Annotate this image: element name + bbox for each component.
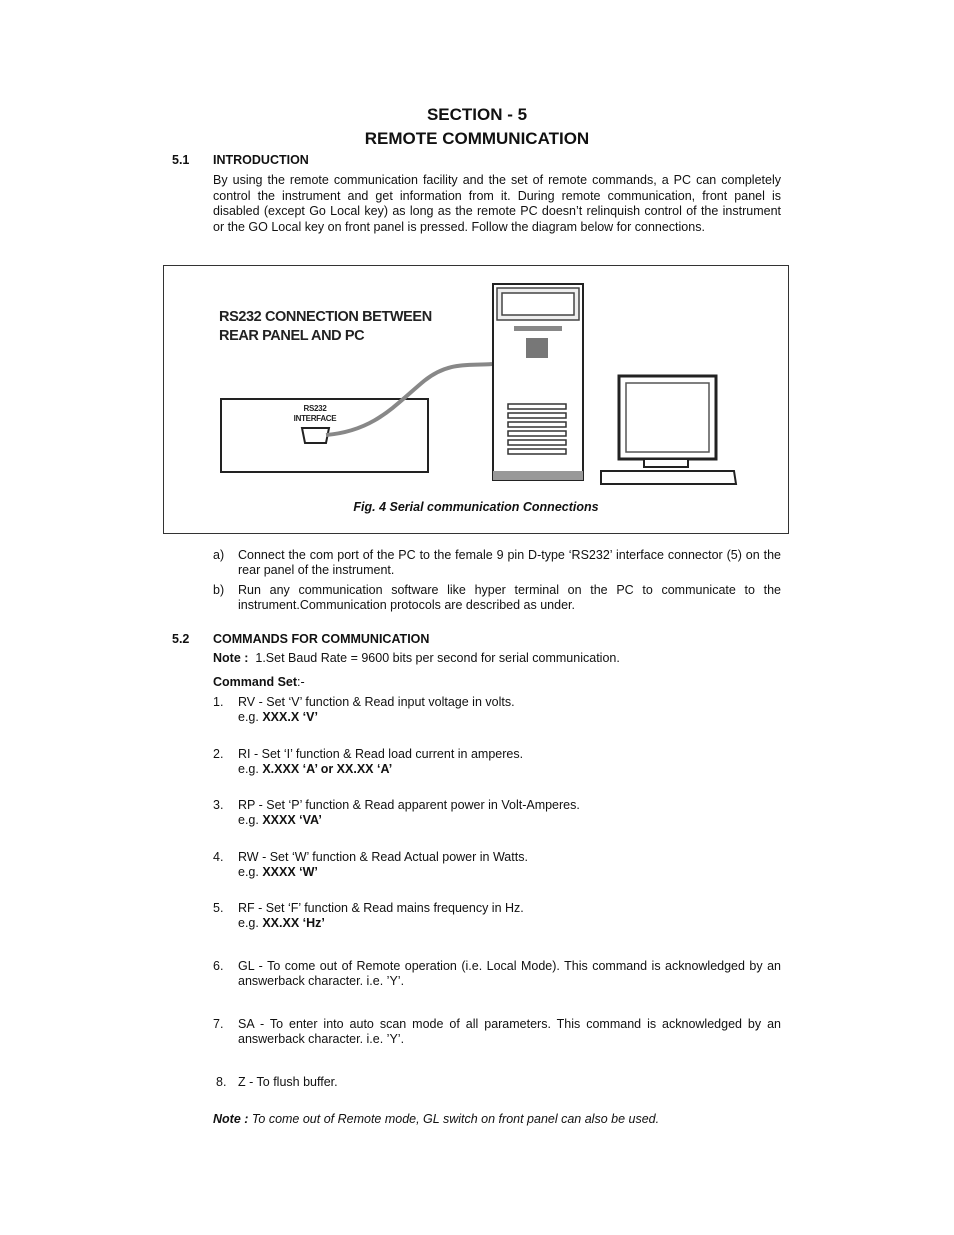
command-example: e.g. XXXX ‘W’ [238, 865, 318, 879]
figure-caption: Fig. 4 Serial communication Connections [353, 500, 599, 514]
footer-note [213, 1112, 659, 1126]
command-number: 7. [213, 1017, 224, 1031]
command-text: RP - Set ‘P’ function & Read apparent power in Volt-Amperes. [238, 798, 580, 812]
command-item-1 [213, 695, 781, 727]
command-text: RW - Set ‘W’ function & Read Actual power in Watts. [238, 850, 528, 864]
intro-heading: INTRODUCTION [213, 153, 309, 167]
db9-connector-icon [302, 428, 329, 443]
command-item-4 [213, 850, 781, 882]
diagram-title [219, 308, 432, 346]
section-subtitle: REMOTE COMMUNICATION [364, 129, 590, 148]
rs232-diagram [164, 266, 788, 533]
diagram-title-line-1: RS232 CONNECTION BETWEEN [219, 309, 432, 325]
command-set-suffix: :- [297, 675, 305, 689]
commands-heading: COMMANDS FOR COMMUNICATION [213, 632, 430, 646]
intro-paragraph: By using the remote communication facility and the set of remote commands, a PC can completely control the instrument and get information from it. During remote communication, front panel is disabled (except Go Local key) as long as the remote PC doesn’t relinquish control of the instrument or the GO Local key on front panel is pressed. Follow the diagram below for connections. [213, 173, 781, 234]
command-text: RF - Set ‘F’ function & Read mains frequency in Hz. [238, 901, 524, 915]
command-set-heading [213, 675, 305, 689]
intro-number: 5.1 [172, 153, 190, 167]
command-number: 3. [213, 798, 224, 812]
command-number: 1. [213, 695, 224, 709]
command-number: 8. [216, 1075, 227, 1089]
step-a-text: Connect the com port of the PC to the female 9 pin D-type ‘RS232’ interface connector (5) on the rear panel of the instrument. [238, 548, 781, 577]
interface-label-line-2: INTERFACE [293, 414, 337, 423]
command-number: 2. [213, 747, 224, 761]
step-a-label: a) [213, 548, 225, 562]
command-item-3 [213, 798, 781, 830]
footer-note-label: Note : [213, 1112, 249, 1126]
command-text: GL - To come out of Remote operation (i.e. Local Mode). This command is acknowledged by an answerback character. i.e. ’Y’. [238, 959, 781, 988]
command-text: SA - To enter into auto scan mode of all parameters. This command is acknowledged by an answerback character. i.e. ’Y’. [238, 1017, 781, 1046]
command-text: RV - Set ‘V’ function & Read input voltage in volts. [238, 695, 515, 709]
command-item-2 [213, 747, 781, 779]
command-example: e.g. XXXX ‘VA’ [238, 813, 322, 827]
command-example: e.g. X.XXX ‘A’ or XX.XX ‘A’ [238, 762, 393, 776]
command-example: e.g. XXX.X ‘V’ [238, 710, 318, 724]
command-number: 5. [213, 901, 224, 915]
command-number: 4. [213, 850, 224, 864]
command-text: RI - Set ‘I’ function & Read load current in amperes. [238, 747, 524, 761]
interface-label [274, 404, 356, 424]
commands-number: 5.2 [172, 632, 190, 646]
diagram-title-line-2: REAR PANEL AND PC [219, 328, 365, 344]
command-number: 6. [213, 959, 224, 973]
baud-note-text: 1.Set Baud Rate = 9600 bits per second for serial communication. [255, 651, 620, 665]
command-example: e.g. XX.XX ‘Hz’ [238, 916, 325, 930]
interface-label-line-1: RS232 [303, 404, 327, 413]
command-text: Z - To flush buffer. [238, 1075, 338, 1089]
command-set-label: Command Set [213, 675, 298, 689]
footer-note-text: To come out of Remote mode, GL switch on front panel can also be used. [251, 1112, 660, 1126]
step-b-label: b) [213, 583, 225, 597]
baud-note [213, 651, 620, 665]
keyboard-shape [601, 471, 736, 484]
command-item-5 [213, 901, 781, 933]
baud-note-label: Note : [213, 651, 249, 665]
figure-box [163, 265, 789, 534]
section-title: SECTION - 5 [426, 105, 528, 124]
step-b-text: Run any communication software like hyper terminal on the PC to communicate to the instrument.Communication protocols are described as under. [238, 583, 781, 612]
